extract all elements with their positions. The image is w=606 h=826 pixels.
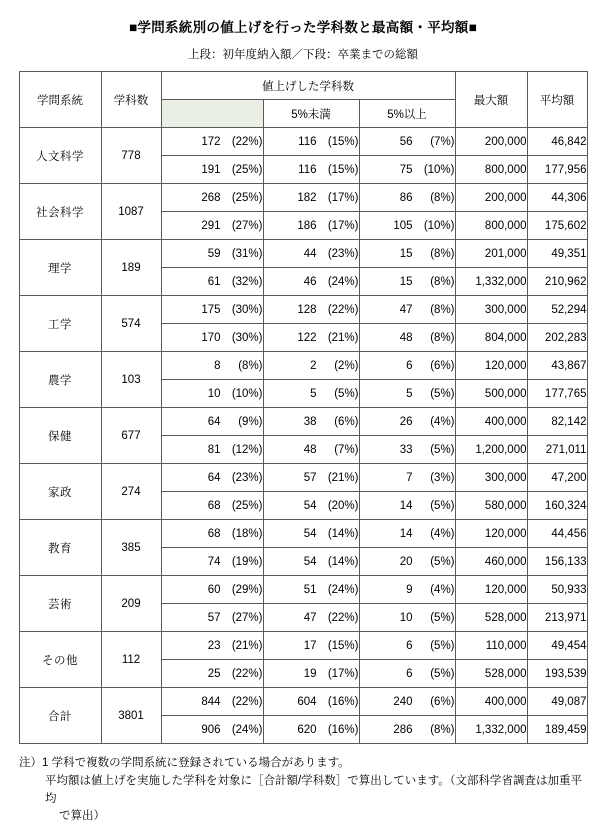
cell-under5-lower-value: 19	[303, 667, 317, 680]
cell-under5-upper	[263, 296, 359, 324]
cell-raised-lower	[161, 492, 263, 520]
cell-over5-lower-value: 10	[399, 611, 413, 624]
cell-raised-lower-percent: (27%)	[231, 219, 263, 232]
cell-raised-upper-percent: (21%)	[231, 639, 263, 652]
row-field-label: 合計	[19, 688, 101, 744]
cell-over5-lower-percent: (5%)	[430, 387, 455, 400]
cell-under5-lower-percent: (14%)	[327, 555, 359, 568]
cell-under5-upper-percent: (6%)	[334, 415, 359, 428]
cell-raised-lower-percent: (25%)	[231, 499, 263, 512]
cell-under5-upper-percent: (24%)	[327, 583, 359, 596]
cell-raised-upper	[161, 520, 263, 548]
cell-raised-lower-percent: (25%)	[231, 163, 263, 176]
cell-under5-upper	[263, 184, 359, 212]
cell-over5-upper-percent: (4%)	[430, 527, 455, 540]
row-department-count: 385	[101, 520, 161, 576]
cell-over5-upper	[359, 632, 455, 660]
cell-over5-upper-value: 26	[399, 415, 413, 428]
cell-avg-upper: 46,842	[527, 128, 587, 156]
cell-max-upper: 300,000	[455, 296, 527, 324]
cell-under5-upper-value: 2	[310, 359, 317, 372]
cell-max-lower: 500,000	[455, 380, 527, 408]
header-row-1	[19, 72, 587, 100]
row-department-count: 112	[101, 632, 161, 688]
notes-block	[19, 755, 587, 826]
row-field-label: 工学	[19, 296, 101, 352]
cell-over5-lower-percent: (5%)	[430, 611, 455, 624]
cell-under5-upper-value: 57	[303, 471, 317, 484]
table-row	[19, 632, 587, 660]
cell-over5-lower-value: 5	[406, 387, 413, 400]
cell-raised-upper-value: 23	[207, 639, 221, 652]
cell-max-lower: 580,000	[455, 492, 527, 520]
cell-under5-upper	[263, 464, 359, 492]
cell-raised-lower	[161, 380, 263, 408]
note-3: で算出）	[59, 810, 105, 823]
cell-under5-upper	[263, 520, 359, 548]
cell-over5-lower	[359, 492, 455, 520]
cell-under5-lower-value: 48	[303, 443, 317, 456]
row-department-count: 1087	[101, 184, 161, 240]
cell-under5-lower-value: 116	[298, 163, 317, 176]
cell-over5-upper	[359, 128, 455, 156]
cell-over5-upper-percent: (8%)	[430, 247, 455, 260]
cell-avg-upper: 44,456	[527, 520, 587, 548]
cell-under5-upper-value: 128	[297, 303, 317, 316]
cell-under5-upper-value: 604	[297, 695, 317, 708]
cell-under5-lower-value: 5	[310, 387, 317, 400]
cell-raised-lower-percent: (30%)	[231, 331, 263, 344]
cell-max-upper: 300,000	[455, 464, 527, 492]
cell-raised-upper-percent: (22%)	[231, 695, 263, 708]
cell-under5-lower	[263, 436, 359, 464]
cell-under5-lower	[263, 660, 359, 688]
cell-under5-lower	[263, 604, 359, 632]
cell-under5-upper-value: 116	[298, 135, 317, 148]
row-department-count: 3801	[101, 688, 161, 744]
cell-under5-upper-percent: (16%)	[327, 695, 359, 708]
cell-raised-upper-percent: (25%)	[231, 191, 263, 204]
cell-max-upper: 120,000	[455, 520, 527, 548]
cell-max-upper: 200,000	[455, 128, 527, 156]
cell-raised-lower-percent: (27%)	[231, 611, 263, 624]
cell-under5-lower-percent: (22%)	[327, 611, 359, 624]
cell-raised-upper	[161, 128, 263, 156]
cell-over5-upper-value: 14	[399, 527, 413, 540]
header-raised-blank	[161, 100, 263, 128]
cell-avg-lower: 271,011	[527, 436, 587, 464]
cell-raised-upper-value: 268	[201, 191, 221, 204]
cell-raised-upper-value: 172	[201, 135, 221, 148]
cell-over5-upper-value: 9	[406, 583, 413, 596]
row-field-label: 理学	[19, 240, 101, 296]
cell-under5-lower	[263, 156, 359, 184]
cell-under5-lower-percent: (17%)	[327, 219, 359, 232]
cell-raised-upper	[161, 296, 263, 324]
cell-over5-lower-value: 14	[399, 499, 413, 512]
cell-over5-lower	[359, 548, 455, 576]
header-departments: 学科数	[101, 72, 161, 128]
cell-avg-lower: 177,956	[527, 156, 587, 184]
row-department-count: 209	[101, 576, 161, 632]
cell-under5-upper-percent: (22%)	[327, 303, 359, 316]
cell-over5-upper-percent: (6%)	[430, 695, 455, 708]
cell-raised-upper-percent: (31%)	[231, 247, 263, 260]
cell-raised-lower-percent: (12%)	[231, 443, 263, 456]
cell-under5-lower-percent: (24%)	[327, 275, 359, 288]
row-department-count: 677	[101, 408, 161, 464]
header-max: 最大額	[455, 72, 527, 128]
cell-over5-lower-percent: (10%)	[423, 219, 455, 232]
cell-raised-lower	[161, 156, 263, 184]
cell-under5-lower	[263, 268, 359, 296]
cell-over5-upper	[359, 688, 455, 716]
cell-avg-lower: 156,133	[527, 548, 587, 576]
cell-raised-lower-value: 68	[207, 499, 221, 512]
cell-over5-upper	[359, 184, 455, 212]
cell-under5-lower-percent: (16%)	[327, 723, 359, 736]
cell-over5-upper-value: 6	[406, 639, 413, 652]
cell-raised-upper-percent: (30%)	[231, 303, 263, 316]
cell-avg-lower: 175,602	[527, 212, 587, 240]
cell-under5-upper	[263, 576, 359, 604]
header-avg: 平均額	[527, 72, 587, 128]
cell-avg-upper: 47,200	[527, 464, 587, 492]
cell-raised-upper	[161, 184, 263, 212]
cell-over5-lower	[359, 156, 455, 184]
cell-max-lower: 460,000	[455, 548, 527, 576]
cell-max-upper: 201,000	[455, 240, 527, 268]
cell-raised-upper-percent: (29%)	[231, 583, 263, 596]
cell-avg-upper: 52,294	[527, 296, 587, 324]
header-under5: 5%未満	[263, 100, 359, 128]
cell-over5-upper	[359, 464, 455, 492]
cell-raised-upper-value: 59	[207, 247, 221, 260]
cell-over5-lower-percent: (10%)	[423, 163, 455, 176]
page-subtitle: 上段：初年度納入額／下段：卒業までの総額	[188, 49, 418, 61]
cell-over5-lower	[359, 324, 455, 352]
cell-under5-lower	[263, 492, 359, 520]
cell-avg-lower: 189,459	[527, 716, 587, 744]
row-field-label: 保健	[19, 408, 101, 464]
cell-over5-lower	[359, 436, 455, 464]
cell-over5-upper-value: 240	[393, 695, 413, 708]
cell-over5-upper-value: 7	[406, 471, 413, 484]
row-department-count: 274	[101, 464, 161, 520]
cell-raised-lower	[161, 324, 263, 352]
page-title: ■学問系統別の値上げを行った学科数と最高額・平均額■	[128, 20, 478, 35]
cell-over5-upper-percent: (4%)	[430, 583, 455, 596]
cell-over5-upper	[359, 520, 455, 548]
cell-max-lower: 528,000	[455, 660, 527, 688]
cell-raised-lower-percent: (24%)	[231, 723, 263, 736]
cell-over5-upper	[359, 576, 455, 604]
cell-over5-lower-value: 286	[393, 723, 413, 736]
cell-raised-upper-value: 68	[207, 527, 221, 540]
row-field-label: 社会科学	[19, 184, 101, 240]
cell-max-lower: 800,000	[455, 156, 527, 184]
cell-over5-lower-value: 105	[393, 219, 413, 232]
cell-over5-upper-value: 6	[406, 359, 413, 372]
cell-raised-lower	[161, 212, 263, 240]
cell-avg-lower: 202,283	[527, 324, 587, 352]
cell-avg-lower: 210,962	[527, 268, 587, 296]
cell-over5-upper-value: 15	[399, 247, 413, 260]
cell-raised-lower	[161, 548, 263, 576]
cell-raised-lower-percent: (19%)	[231, 555, 263, 568]
cell-under5-lower-percent: (15%)	[327, 163, 359, 176]
cell-over5-upper-value: 47	[399, 303, 413, 316]
cell-raised-lower-percent: (22%)	[231, 667, 263, 680]
cell-raised-lower-value: 25	[207, 667, 221, 680]
table-row	[19, 240, 587, 268]
cell-over5-upper-percent: (6%)	[430, 359, 455, 372]
table-row	[19, 296, 587, 324]
cell-under5-upper	[263, 632, 359, 660]
cell-raised-upper-value: 64	[207, 415, 221, 428]
cell-over5-lower-percent: (8%)	[430, 331, 455, 344]
table-row	[19, 352, 587, 380]
cell-raised-upper-percent: (18%)	[231, 527, 263, 540]
cell-raised-lower-value: 170	[201, 331, 221, 344]
table-row	[19, 408, 587, 436]
cell-avg-upper: 82,142	[527, 408, 587, 436]
cell-over5-upper	[359, 408, 455, 436]
cell-under5-upper-percent: (2%)	[334, 359, 359, 372]
cell-raised-upper	[161, 632, 263, 660]
cell-under5-upper-value: 38	[303, 415, 317, 428]
cell-raised-lower-value: 57	[207, 611, 221, 624]
row-field-label: その他	[19, 632, 101, 688]
cell-under5-upper	[263, 352, 359, 380]
table-header	[19, 72, 587, 128]
cell-over5-lower-percent: (5%)	[430, 443, 455, 456]
cell-max-lower: 1,332,000	[455, 268, 527, 296]
cell-avg-upper: 49,454	[527, 632, 587, 660]
cell-raised-upper	[161, 352, 263, 380]
cell-max-upper: 110,000	[455, 632, 527, 660]
cell-max-upper: 120,000	[455, 352, 527, 380]
cell-max-upper: 400,000	[455, 688, 527, 716]
cell-over5-upper-percent: (3%)	[430, 471, 455, 484]
cell-avg-lower: 193,539	[527, 660, 587, 688]
table-row	[19, 464, 587, 492]
row-department-count: 103	[101, 352, 161, 408]
cell-avg-upper: 44,306	[527, 184, 587, 212]
cell-raised-upper	[161, 240, 263, 268]
cell-under5-upper-value: 17	[303, 639, 317, 652]
cell-under5-upper-value: 182	[297, 191, 317, 204]
cell-max-lower: 1,200,000	[455, 436, 527, 464]
cell-over5-lower-value: 20	[399, 555, 413, 568]
cell-raised-lower	[161, 660, 263, 688]
note-1: 注）1 学科で複数の学問系統に登録されている場合があります。	[19, 757, 350, 769]
cell-over5-upper-percent: (7%)	[430, 135, 455, 148]
cell-raised-upper-value: 175	[201, 303, 221, 316]
cell-raised-lower	[161, 268, 263, 296]
table-row	[19, 184, 587, 212]
cell-raised-upper-percent: (23%)	[231, 471, 263, 484]
cell-raised-upper-value: 8	[214, 359, 221, 372]
cell-under5-lower-value: 54	[303, 555, 317, 568]
cell-under5-upper-value: 44	[303, 247, 317, 260]
cell-over5-upper-value: 56	[399, 135, 413, 148]
cell-over5-lower	[359, 716, 455, 744]
cell-max-upper: 400,000	[455, 408, 527, 436]
cell-over5-upper	[359, 296, 455, 324]
row-field-label: 芸術	[19, 576, 101, 632]
table-row	[19, 520, 587, 548]
cell-under5-upper-percent: (17%)	[327, 191, 359, 204]
cell-raised-upper	[161, 576, 263, 604]
cell-under5-lower-value: 54	[303, 499, 317, 512]
cell-over5-lower-percent: (8%)	[430, 275, 455, 288]
cell-raised-upper-value: 64	[207, 471, 221, 484]
cell-raised-lower-value: 61	[207, 275, 221, 288]
cell-raised-lower-value: 906	[201, 723, 221, 736]
cell-over5-lower-value: 6	[406, 667, 413, 680]
table-body	[19, 128, 587, 744]
header-over5: 5%以上	[359, 100, 455, 128]
row-department-count: 189	[101, 240, 161, 296]
cell-under5-upper-percent: (23%)	[327, 247, 359, 260]
cell-raised-lower-value: 81	[207, 443, 221, 456]
cell-over5-lower-percent: (5%)	[430, 555, 455, 568]
row-field-label: 農学	[19, 352, 101, 408]
cell-under5-upper	[263, 128, 359, 156]
cell-over5-upper-percent: (5%)	[430, 639, 455, 652]
cell-under5-lower	[263, 212, 359, 240]
cell-avg-lower: 160,324	[527, 492, 587, 520]
cell-under5-lower-value: 47	[303, 611, 317, 624]
cell-under5-upper-percent: (14%)	[327, 527, 359, 540]
cell-over5-lower-value: 33	[399, 443, 413, 456]
cell-under5-upper	[263, 688, 359, 716]
cell-raised-lower-percent: (10%)	[231, 387, 263, 400]
cell-raised-lower	[161, 604, 263, 632]
cell-under5-upper-value: 51	[303, 583, 317, 596]
header-raised: 値上げした学科数	[161, 72, 455, 100]
cell-over5-lower	[359, 380, 455, 408]
cell-avg-upper: 43,867	[527, 352, 587, 380]
cell-raised-upper	[161, 464, 263, 492]
cell-raised-upper	[161, 408, 263, 436]
cell-max-lower: 528,000	[455, 604, 527, 632]
row-department-count: 574	[101, 296, 161, 352]
cell-over5-lower	[359, 660, 455, 688]
row-field-label: 家政	[19, 464, 101, 520]
cell-raised-lower-value: 291	[201, 219, 221, 232]
cell-under5-lower-percent: (7%)	[334, 443, 359, 456]
cell-over5-upper-percent: (4%)	[430, 415, 455, 428]
cell-over5-lower-percent: (8%)	[430, 723, 455, 736]
cell-raised-lower-value: 10	[207, 387, 221, 400]
cell-under5-lower	[263, 380, 359, 408]
cell-over5-lower-percent: (5%)	[430, 499, 455, 512]
cell-raised-lower-value: 191	[201, 163, 221, 176]
cell-under5-lower-percent: (17%)	[327, 667, 359, 680]
table-row	[19, 576, 587, 604]
cell-over5-upper-percent: (8%)	[430, 303, 455, 316]
cell-under5-upper	[263, 240, 359, 268]
header-field: 学問系統	[19, 72, 101, 128]
cell-under5-lower	[263, 548, 359, 576]
cell-raised-upper-percent: (9%)	[238, 415, 263, 428]
cell-under5-lower-value: 122	[297, 331, 317, 344]
cell-raised-upper-percent: (22%)	[231, 135, 263, 148]
table-row	[19, 128, 587, 156]
data-table	[19, 71, 588, 744]
cell-over5-lower-value: 48	[399, 331, 413, 344]
cell-raised-lower-value: 74	[207, 555, 221, 568]
row-department-count: 778	[101, 128, 161, 184]
cell-over5-upper	[359, 352, 455, 380]
cell-raised-lower	[161, 436, 263, 464]
cell-max-upper: 200,000	[455, 184, 527, 212]
cell-max-upper: 120,000	[455, 576, 527, 604]
row-field-label: 教育	[19, 520, 101, 576]
cell-avg-upper: 49,351	[527, 240, 587, 268]
note-2: 平均額は値上げを実施した学科を対象に［合計額/学科数］で算出しています。（文部科学省調査は加重平均	[45, 774, 583, 805]
cell-avg-lower: 177,765	[527, 380, 587, 408]
cell-avg-lower: 213,971	[527, 604, 587, 632]
cell-under5-upper	[263, 408, 359, 436]
cell-over5-upper-percent: (8%)	[430, 191, 455, 204]
cell-over5-upper-value: 86	[399, 191, 413, 204]
cell-max-lower: 800,000	[455, 212, 527, 240]
cell-over5-lower-percent: (5%)	[430, 667, 455, 680]
cell-avg-upper: 49,087	[527, 688, 587, 716]
cell-over5-upper	[359, 240, 455, 268]
cell-max-lower: 1,332,000	[455, 716, 527, 744]
cell-under5-upper-percent: (15%)	[327, 135, 359, 148]
cell-under5-lower-percent: (5%)	[334, 387, 359, 400]
cell-over5-lower	[359, 604, 455, 632]
cell-raised-upper-percent: (8%)	[238, 359, 263, 372]
cell-max-lower: 804,000	[455, 324, 527, 352]
cell-under5-lower-value: 620	[297, 723, 317, 736]
cell-over5-lower-value: 75	[399, 163, 413, 176]
cell-under5-upper-percent: (21%)	[327, 471, 359, 484]
cell-under5-lower-value: 186	[297, 219, 317, 232]
cell-avg-upper: 50,933	[527, 576, 587, 604]
row-field-label: 人文科学	[19, 128, 101, 184]
cell-raised-lower	[161, 716, 263, 744]
cell-over5-lower-value: 15	[399, 275, 413, 288]
cell-raised-upper-value: 844	[201, 695, 221, 708]
cell-under5-upper-value: 54	[303, 527, 317, 540]
cell-over5-lower	[359, 268, 455, 296]
cell-under5-lower-percent: (20%)	[327, 499, 359, 512]
cell-under5-lower-percent: (21%)	[327, 331, 359, 344]
cell-raised-upper-value: 60	[207, 583, 221, 596]
cell-raised-upper	[161, 688, 263, 716]
table-row	[19, 688, 587, 716]
cell-under5-lower-value: 46	[303, 275, 317, 288]
cell-over5-lower	[359, 212, 455, 240]
cell-under5-upper-percent: (15%)	[327, 639, 359, 652]
cell-raised-lower-percent: (32%)	[231, 275, 263, 288]
cell-under5-lower	[263, 716, 359, 744]
cell-under5-lower	[263, 324, 359, 352]
